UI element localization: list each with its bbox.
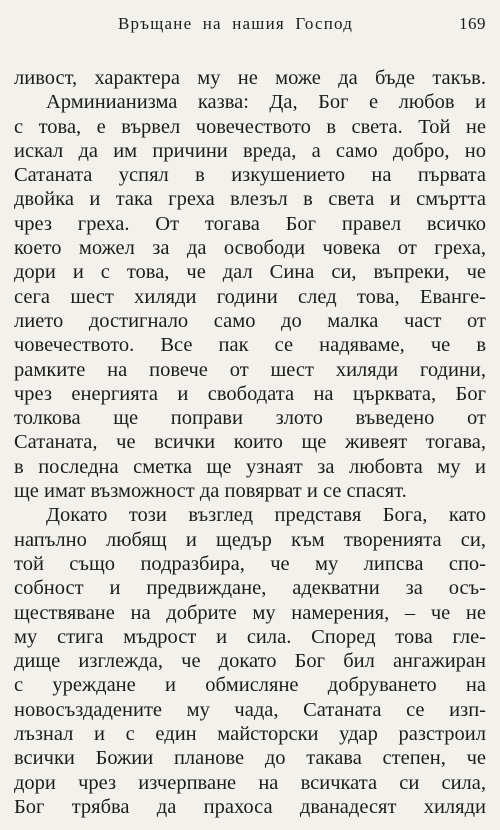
text-line: собност и предвиждане, адекватни за осъ- bbox=[14, 577, 486, 600]
text-line: сега шест хиляди години след това, Еванге- bbox=[14, 285, 486, 308]
text-line: дище изглежда, че докато Бог бил ангажиран bbox=[14, 650, 486, 673]
text-line: в последна сметка ще узнаят за любовта му и bbox=[14, 455, 486, 478]
text-line: лъзнал и с един майсторски удар разстроил bbox=[14, 723, 486, 746]
text-line: ществяване на добрите му намерения, – че не bbox=[14, 601, 486, 624]
text-line: ще имат възможност да повярват и се спасят. bbox=[14, 480, 407, 503]
text-line: Арминианизма казва: Да, Бог е любов и bbox=[46, 91, 486, 114]
text-line: напълно любящ и щедър към творенията си, bbox=[14, 528, 486, 551]
page-number: 169 bbox=[459, 14, 486, 33]
running-header bbox=[0, 14, 500, 38]
text-line: му стига мъдрост и сила. Според това гле- bbox=[14, 625, 486, 648]
text-line: чрез енергията и свободата на църквата, Бог bbox=[14, 382, 486, 405]
text-line: чрез греха. От тогава Бог правел всичко bbox=[14, 212, 486, 235]
text-line: новосъздадените му чада, Сатаната се изп- bbox=[14, 698, 486, 721]
text-line: толкова ще поправи злото въведено от bbox=[14, 407, 486, 430]
text-line: рамките на повече от шест хиляди години, bbox=[14, 358, 486, 381]
text-line: лието достигнало само до малка част от bbox=[14, 309, 486, 332]
paragraph bbox=[14, 503, 486, 819]
text-line: всички Божии планове до такава степен, че bbox=[14, 747, 486, 770]
text-line: което можел за да освободи човека от греха, bbox=[14, 237, 486, 260]
text-line: Сатаната, че всички които ще живеят тогава, bbox=[14, 431, 486, 454]
text-line: дори чрез изчерпване на всичката си сила, bbox=[14, 771, 486, 794]
text-line: искал да им причини вреда, а само добро, но bbox=[14, 139, 486, 162]
text-line: човечеството. Все пак се надяваме, че в bbox=[14, 334, 486, 357]
text-line: Бог трябва да прахоса дванадесят хиляди bbox=[14, 795, 486, 818]
text-line: дори и с това, че дал Сина си, въпреки, че bbox=[14, 261, 486, 284]
paragraph bbox=[14, 90, 486, 503]
body-text bbox=[14, 66, 486, 819]
text-line: Докато този възглед представя Бога, като bbox=[46, 504, 486, 527]
text-line: двойка и така греха влезъл в света и смъртта bbox=[14, 188, 486, 211]
running-title: Връщане на нашия Господ bbox=[118, 14, 354, 33]
text-line: с уреждане и обмисляне добруването на bbox=[14, 674, 486, 697]
text-line: с това, е вървел човечеството в света. Той не bbox=[14, 115, 486, 138]
paragraph bbox=[14, 66, 486, 90]
text-line: ливост, характера му не може да бъде такъв. bbox=[14, 67, 486, 89]
text-line: Сатаната успял в изкушението на първата bbox=[14, 164, 486, 187]
text-line: той също подразбира, че му липсва спо- bbox=[14, 552, 486, 575]
